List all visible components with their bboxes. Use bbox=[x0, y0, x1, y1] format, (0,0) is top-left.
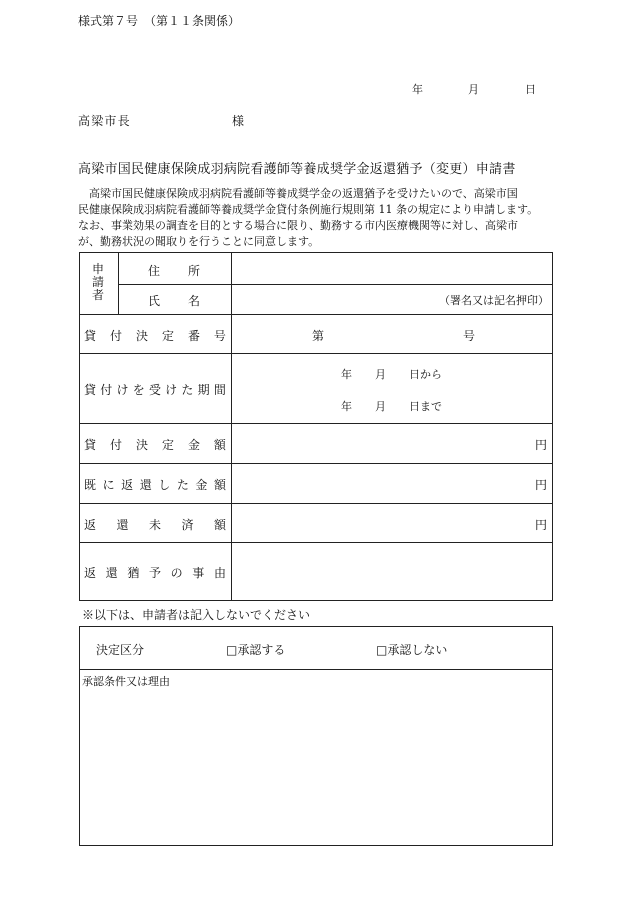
loan-number-prefix: 第 bbox=[312, 329, 325, 343]
addressee-honorific: 様 bbox=[232, 114, 245, 128]
repaid-amount-label: 既 に 返 還 し た 金 額 bbox=[84, 478, 226, 492]
date-month-label: 月 bbox=[468, 83, 479, 96]
reason-field[interactable] bbox=[234, 546, 550, 598]
address-label: 住 所 bbox=[148, 264, 200, 278]
applicant-label: 申 請 者 bbox=[91, 262, 104, 302]
approve-checkbox[interactable]: □承認する bbox=[226, 643, 286, 657]
loan-number-suffix: 号 bbox=[463, 329, 476, 343]
intro-line: 民健康保険成羽病院看護師等養成奨学金貸付条例施行規則第 11 条の規定により申請します。 bbox=[78, 203, 539, 216]
intro-paragraph bbox=[78, 186, 538, 250]
period-from-year: 年 bbox=[341, 368, 352, 381]
loan-number-label: 貸 付 決 定 番 号 bbox=[84, 329, 226, 343]
period-to-month: 月 bbox=[375, 400, 386, 413]
loan-number-field[interactable] bbox=[330, 320, 455, 346]
repaid-amount-unit: 円 bbox=[535, 478, 548, 492]
addressee-name: 高梁市長 bbox=[78, 114, 131, 128]
name-signature-note: （署名又は記名押印） bbox=[439, 294, 549, 307]
period-to-day: 日まで bbox=[409, 400, 442, 413]
unpaid-amount-field[interactable] bbox=[234, 507, 530, 539]
intro-line: 高梁市国民健康保険成羽病院看護師等養成奨学金の返還猶予を受けたいので、高梁市国 bbox=[78, 187, 518, 200]
repaid-amount-field[interactable] bbox=[234, 467, 530, 499]
loan-period-label: 貸 付 け を 受 け た 期 間 bbox=[84, 383, 226, 397]
unpaid-amount-unit: 円 bbox=[535, 518, 548, 532]
name-field[interactable] bbox=[234, 287, 434, 312]
loan-amount-label: 貸 付 決 定 金 額 bbox=[84, 438, 226, 452]
decision-label: 決定区分 bbox=[96, 643, 145, 657]
name-label: 氏 名 bbox=[148, 294, 200, 308]
date-day-label: 日 bbox=[525, 83, 536, 96]
reason-label: 返 還 猶 予 の 事 由 bbox=[84, 566, 226, 580]
form-title: 高梁市国民健康保険成羽病院看護師等養成奨学金返還猶予（変更）申請書 bbox=[78, 162, 516, 177]
form-number: 様式第７号 （第１１条関係） bbox=[78, 14, 241, 28]
address-field[interactable] bbox=[234, 256, 550, 282]
date-year-label: 年 bbox=[412, 83, 423, 96]
period-to-year: 年 bbox=[341, 400, 352, 413]
loan-amount-unit: 円 bbox=[535, 438, 548, 452]
intro-line: が、勤務状況の聞取りを行うことに同意します。 bbox=[78, 235, 320, 248]
unpaid-amount-label: 返 還 未 済 額 bbox=[84, 518, 226, 532]
conditions-field[interactable] bbox=[82, 690, 550, 842]
reject-checkbox[interactable]: □承認しない bbox=[376, 643, 448, 657]
period-from-month: 月 bbox=[375, 368, 386, 381]
intro-line: なお、事業効果の調査を目的とする場合に限り、勤務する市内医療機関等に対し、高梁市 bbox=[78, 219, 518, 232]
loan-amount-field[interactable] bbox=[234, 427, 530, 459]
conditions-label: 承認条件又は理由 bbox=[82, 675, 170, 688]
office-use-note: ※以下は、申請者は記入しないでください bbox=[82, 608, 311, 622]
period-from-day: 日から bbox=[409, 368, 442, 381]
